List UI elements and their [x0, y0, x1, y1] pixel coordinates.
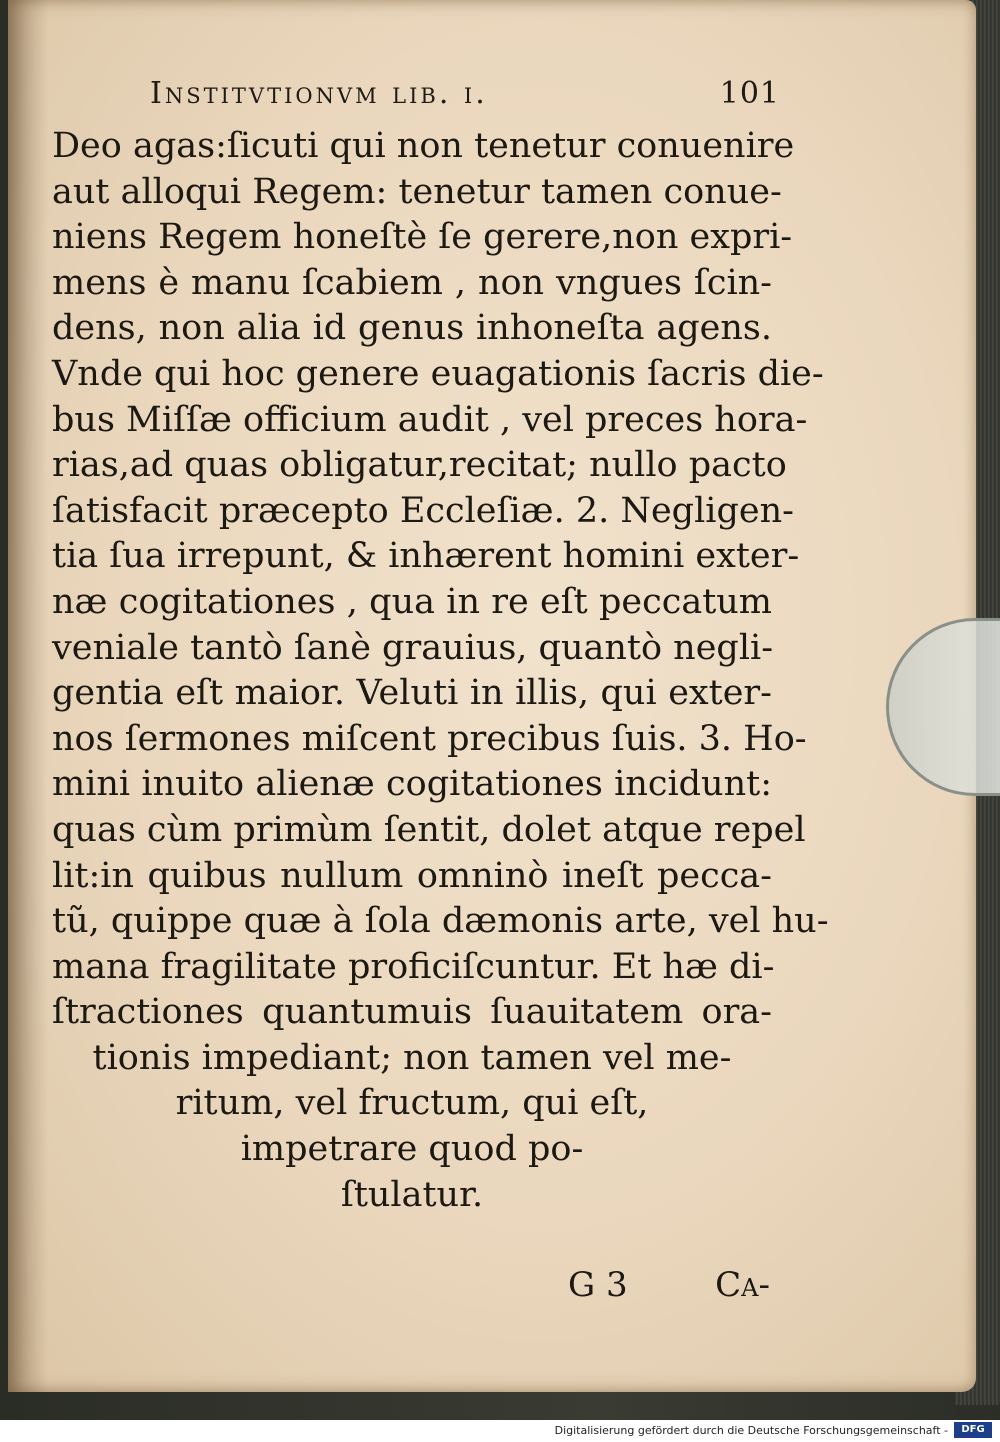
gutter-shadow	[8, 0, 48, 1392]
body-text	[52, 124, 829, 1218]
text-line: bus Miſſæ officium audit , vel preces hora-	[52, 399, 808, 440]
catchline	[480, 1265, 770, 1315]
text-line: lit:in quibus nullum omninò ineſt pecca-	[52, 855, 772, 896]
text-line: niens Regem honeſtè ſe gerere,non expri-	[52, 217, 793, 258]
text-line: impetrare quod po-	[240, 1129, 584, 1170]
text-line: ſtractiones quantumuis ſuauitatem ora-	[52, 992, 772, 1033]
catchword: Ca-	[715, 1265, 770, 1305]
text-line: dens, non alia id genus inhoneſta agens.	[52, 308, 772, 349]
text-line: veniale tantò ſanè grauius, quantò negli-	[52, 627, 774, 668]
text-line: Vnde qui hoc genere euagationis ſacris die-	[52, 353, 824, 394]
text-line: ritum, vel fructum, qui eſt,	[175, 1083, 649, 1124]
text-line: tũ, quippe quæ à ſola dæmonis arte, vel hu-	[52, 901, 829, 942]
text-line: tionis impediant; non tamen vel me-	[92, 1037, 732, 1078]
text-line: tia ſua irrepunt, & inhærent homini exter-	[52, 536, 800, 577]
text-line: quas cùm primùm ſentit, dolet atque repel	[52, 809, 806, 850]
page-number: 101	[719, 76, 780, 111]
text-line: mens è manu ſcabiem , non vngues ſcin-	[52, 262, 772, 303]
text-line: næ cogitationes , qua in re eſt peccatum	[52, 581, 772, 622]
text-line: nos ſermones miſcent precibus ſuis. 3. Ho-	[52, 718, 807, 759]
text-line: aut alloqui Regem: tenetur tamen conue-	[52, 171, 782, 212]
text-line: gentia eſt maior. Veluti in illis, qui exter-	[52, 673, 772, 714]
text-line: ſatisfacit præcepto Eccleſiæ. 2. Negligen-	[52, 490, 794, 531]
footer-credit: Digitalisierung gefördert durch die Deutsche Forschungsgemeinschaft -	[554, 1424, 948, 1437]
running-head	[150, 76, 780, 116]
text-line: mana fragilitate proficiſcuntur. Et hæ di-	[52, 946, 775, 987]
text-line: ſtulatur.	[340, 1174, 484, 1215]
dfg-logo: DFG	[954, 1422, 992, 1438]
text-line: Deo agas:ſicuti qui non tenetur conuenire	[52, 126, 795, 166]
text-line: rias,ad quas obligatur,recitat; nullo pacto	[52, 445, 787, 486]
running-head-title: Institvtionvm lib. i.	[150, 76, 488, 111]
text-line: mini inuito alienæ cogitationes incidunt:	[52, 764, 772, 805]
signature-mark: G 3	[568, 1265, 628, 1305]
